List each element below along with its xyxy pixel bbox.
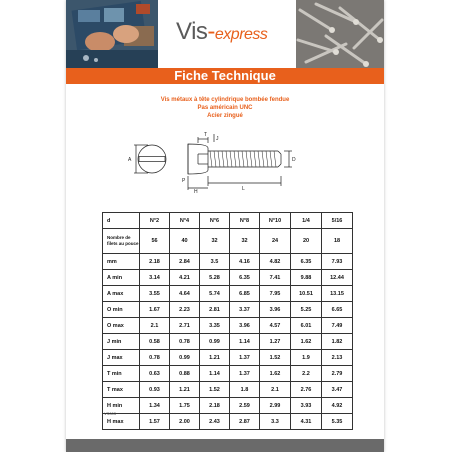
table-cell: 2.59 <box>230 398 260 414</box>
table-cell: 18 <box>322 229 353 254</box>
table-cell: 40 <box>170 229 200 254</box>
table-cell: 9.88 <box>291 270 322 286</box>
table-cell: 3.55 <box>140 286 170 302</box>
row-label: J max <box>103 350 140 366</box>
table-cell: 3.35 <box>200 318 230 334</box>
column-header: N°6 <box>200 213 230 229</box>
column-header: d <box>103 213 140 229</box>
table-cell: 5.74 <box>200 286 230 302</box>
table-cell: 20 <box>291 229 322 254</box>
table-cell: 1.9 <box>291 350 322 366</box>
table-cell: 5.28 <box>200 270 230 286</box>
table-row <box>103 414 353 430</box>
table-cell: 0.78 <box>140 350 170 366</box>
table-row <box>103 302 353 318</box>
table-row <box>103 350 353 366</box>
table-cell: 1.62 <box>260 366 291 382</box>
row-label: O min <box>103 302 140 318</box>
column-header: 1/4 <box>291 213 322 229</box>
column-header: N°10 <box>260 213 291 229</box>
table-cell: 6.85 <box>230 286 260 302</box>
row-label: J min <box>103 334 140 350</box>
table-cell: 2.79 <box>322 366 353 382</box>
table-row <box>103 229 353 254</box>
product-material: Acier zingué <box>207 113 243 119</box>
dim-label-l: L <box>242 186 245 192</box>
table-cell: 2.81 <box>200 302 230 318</box>
table-cell: 4.57 <box>260 318 291 334</box>
table-cell: 1.34 <box>140 398 170 414</box>
table-cell: 1.21 <box>200 350 230 366</box>
table-cell: 6.35 <box>291 254 322 270</box>
row-label: A min <box>103 270 140 286</box>
table-row <box>103 286 353 302</box>
table-cell: 2.2 <box>291 366 322 382</box>
table-cell: 1.52 <box>260 350 291 366</box>
table-cell: 6.65 <box>322 302 353 318</box>
table-cell: 3.5 <box>200 254 230 270</box>
row-label: H min <box>103 398 140 414</box>
table-cell: 3.14 <box>140 270 170 286</box>
dim-label-h: H <box>194 189 198 194</box>
table-cell: 4.16 <box>230 254 260 270</box>
row-label: mm <box>103 254 140 270</box>
row-label: A max <box>103 286 140 302</box>
table-cell: 1.37 <box>230 350 260 366</box>
table-cell: 6.35 <box>230 270 260 286</box>
row-label: H max <box>103 414 140 430</box>
table-header-row <box>103 213 353 229</box>
technical-sheet-page <box>66 0 384 452</box>
row-label: T min <box>103 366 140 382</box>
page-title-banner: Fiche Technique <box>66 68 384 84</box>
column-header: N°2 <box>140 213 170 229</box>
table-cell: 3.47 <box>322 382 353 398</box>
column-header: N°4 <box>170 213 200 229</box>
table-cell: 1.62 <box>291 334 322 350</box>
table-cell: 7.41 <box>260 270 291 286</box>
table-cell: 3.93 <box>291 398 322 414</box>
product-title: Vis métaux à tête cylindrique bombée fendue <box>160 97 290 103</box>
table-cell: 1.8 <box>230 382 260 398</box>
table-cell: 3.37 <box>230 302 260 318</box>
screw-technical-drawing <box>126 132 316 194</box>
product-thread-standard: Pas américain UNC <box>197 105 253 111</box>
table-cell: 1.14 <box>200 366 230 382</box>
table-cell: 10.51 <box>291 286 322 302</box>
footer-bar <box>66 439 384 452</box>
table-cell: 7.95 <box>260 286 291 302</box>
table-cell: 2.84 <box>170 254 200 270</box>
table-cell: 32 <box>230 229 260 254</box>
row-label: T max <box>103 382 140 398</box>
row-label: Nombre de filets au pouce <box>103 229 140 254</box>
table-cell: 2.76 <box>291 382 322 398</box>
table-cell: 0.99 <box>170 350 200 366</box>
column-header: 5/16 <box>322 213 353 229</box>
table-cell: 24 <box>260 229 291 254</box>
table-cell: 4.64 <box>170 286 200 302</box>
column-header: N°8 <box>230 213 260 229</box>
table-cell: 3.96 <box>230 318 260 334</box>
table-row <box>103 318 353 334</box>
table-row <box>103 382 353 398</box>
table-cell: 1.52 <box>200 382 230 398</box>
table-cell: 7.49 <box>322 318 353 334</box>
table-cell: 2.13 <box>322 350 353 366</box>
table-cell: 2.00 <box>170 414 200 430</box>
row-label: O max <box>103 318 140 334</box>
table-cell: 1.82 <box>322 334 353 350</box>
table-cell: 3.96 <box>260 302 291 318</box>
table-cell: 0.63 <box>140 366 170 382</box>
document-reference: VS003 <box>104 411 117 416</box>
table-cell: 13.15 <box>322 286 353 302</box>
dim-label-a: A <box>128 157 132 163</box>
table-cell: 1.37 <box>230 366 260 382</box>
table-cell: 1.75 <box>170 398 200 414</box>
table-cell: 4.92 <box>322 398 353 414</box>
table-cell: 12.44 <box>322 270 353 286</box>
table-cell: 2.87 <box>230 414 260 430</box>
photo-workbench-tools <box>66 0 158 68</box>
vis-express-logo <box>176 18 267 46</box>
logo-main: Vis <box>176 18 208 45</box>
table-row <box>103 334 353 350</box>
dim-label-j: J <box>216 136 219 142</box>
table-cell: 0.93 <box>140 382 170 398</box>
table-row <box>103 270 353 286</box>
dim-label-d: D <box>292 157 296 163</box>
table-cell: 1.14 <box>230 334 260 350</box>
table-cell: 1.21 <box>170 382 200 398</box>
table-cell: 0.88 <box>170 366 200 382</box>
table-cell: 1.67 <box>140 302 170 318</box>
photo-screws-pile <box>296 0 384 68</box>
table-cell: 2.71 <box>170 318 200 334</box>
dim-label-p: P <box>182 178 186 184</box>
product-description <box>66 96 384 120</box>
dim-label-t: T <box>204 132 208 138</box>
table-cell: 1.27 <box>260 334 291 350</box>
table-cell: 6.01 <box>291 318 322 334</box>
table-row <box>103 398 353 414</box>
table-cell: 7.93 <box>322 254 353 270</box>
table-cell: 4.31 <box>291 414 322 430</box>
table-cell: 2.23 <box>170 302 200 318</box>
logo-suffix: express <box>214 26 268 43</box>
table-cell: 2.1 <box>140 318 170 334</box>
logo-separator: - <box>207 18 215 45</box>
table-cell: 32 <box>200 229 230 254</box>
table-cell: 2.18 <box>140 254 170 270</box>
table-cell: 0.58 <box>140 334 170 350</box>
table-cell: 56 <box>140 229 170 254</box>
table-cell: 4.21 <box>170 270 200 286</box>
dimensions-table <box>102 212 353 430</box>
table-cell: 4.82 <box>260 254 291 270</box>
table-cell: 5.35 <box>322 414 353 430</box>
table-cell: 0.78 <box>170 334 200 350</box>
table-cell: 2.99 <box>260 398 291 414</box>
table-cell: 2.1 <box>260 382 291 398</box>
table-cell: 2.43 <box>200 414 230 430</box>
table-cell: 2.18 <box>200 398 230 414</box>
table-cell: 3.3 <box>260 414 291 430</box>
table-row <box>103 366 353 382</box>
table-row <box>103 254 353 270</box>
table-cell: 5.25 <box>291 302 322 318</box>
header <box>66 0 384 68</box>
table-cell: 1.57 <box>140 414 170 430</box>
table-cell: 0.99 <box>200 334 230 350</box>
